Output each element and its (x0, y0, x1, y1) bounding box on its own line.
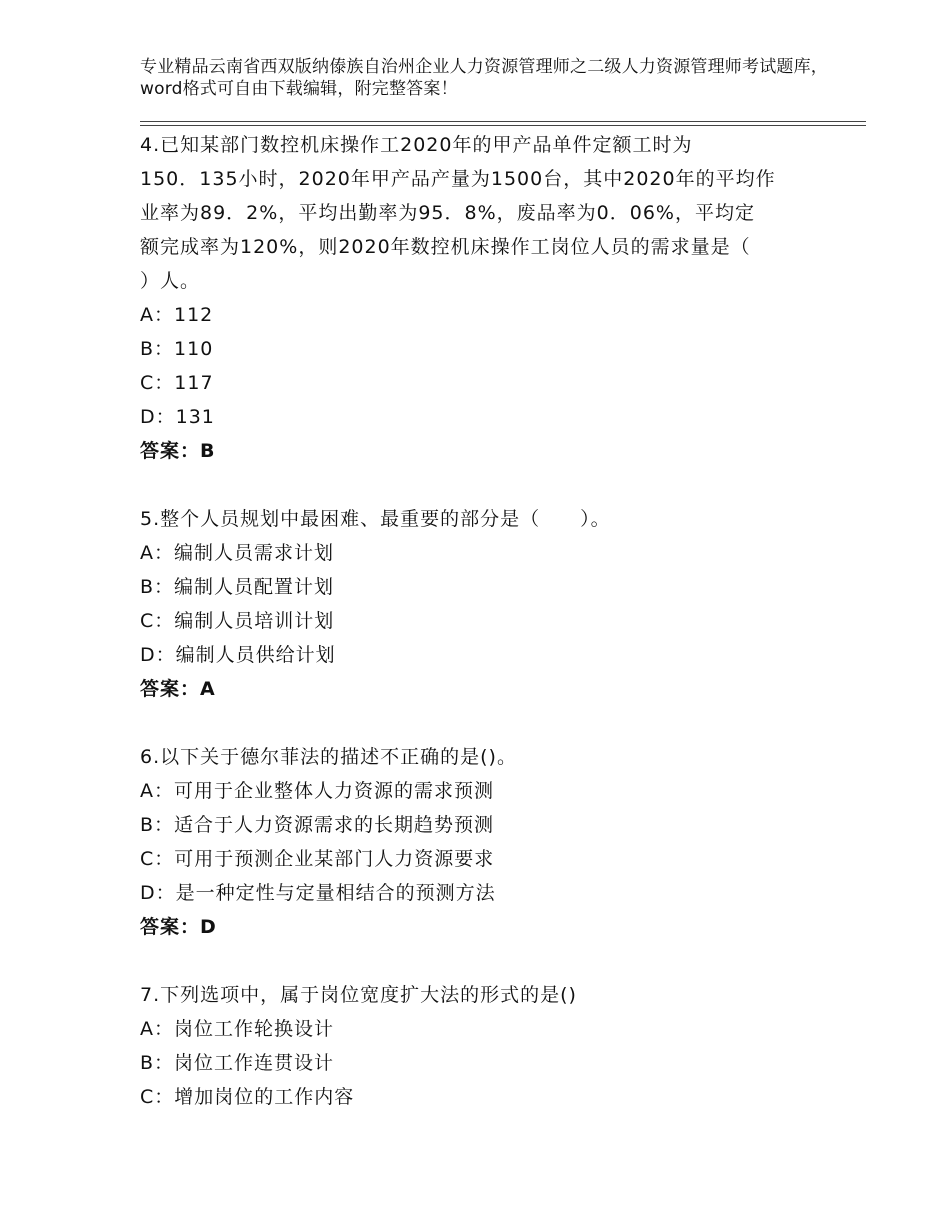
question-6 (140, 740, 820, 944)
option-a: A：岗位工作轮换设计 (140, 1018, 334, 1040)
option-a: A：112 (140, 304, 214, 326)
answer-label: 答案：D (140, 916, 217, 938)
question-stem-line: 4.已知某部门数控机床操作工2020年的甲产品单件定额工时为 (140, 134, 693, 156)
question-stem-line: 150．135小时，2020年甲产品产量为1500台，其中2020年的平均作 (140, 168, 776, 190)
question-stem-line: 5.整个人员规划中最困难、最重要的部分是（ ）。 (140, 508, 611, 530)
question-spacer (140, 706, 820, 740)
option-d: D：131 (140, 406, 215, 428)
option-b: B：编制人员配置计划 (140, 576, 335, 598)
option-c: C：可用于预测企业某部门人力资源要求 (140, 848, 495, 870)
question-stem-line: 7.下列选项中，属于岗位宽度扩大法的形式的是() (140, 984, 577, 1006)
option-d: D：编制人员供给计划 (140, 644, 336, 666)
answer-label: 答案：A (140, 678, 216, 700)
question-stem-line: 6.以下关于德尔菲法的描述不正确的是()。 (140, 746, 517, 768)
question-5 (140, 502, 820, 706)
option-b: B：适合于人力资源需求的长期趋势预测 (140, 814, 495, 836)
question-stem-line: 额完成率为120%，则2020年数控机床操作工岗位人员的需求量是（ (140, 236, 751, 258)
question-stem-line: ）人。 (140, 270, 201, 292)
option-c: C：117 (140, 372, 214, 394)
option-b: B：110 (140, 338, 214, 360)
question-list (140, 128, 820, 1114)
question-4 (140, 128, 820, 468)
header-divider-top (140, 121, 866, 122)
question-7 (140, 978, 820, 1114)
option-a: A：编制人员需求计划 (140, 542, 334, 564)
header-divider-bottom (140, 125, 866, 126)
question-spacer (140, 944, 820, 978)
option-d: D：是一种定性与定量相结合的预测方法 (140, 882, 496, 904)
document-header: 专业精品云南省西双版纳傣族自治州企业人力资源管理师之二级人力资源管理师考试题库，word格式可自由下载编辑，附完整答案！ (140, 57, 828, 99)
option-b: B：岗位工作连贯设计 (140, 1052, 335, 1074)
option-c: C：编制人员培训计划 (140, 610, 335, 632)
question-spacer (140, 468, 820, 502)
answer-label: 答案：B (140, 440, 216, 462)
question-stem-line: 业率为89．2%，平均出勤率为95．8%，废品率为0．06%，平均定 (140, 202, 755, 224)
option-a: A：可用于企业整体人力资源的需求预测 (140, 780, 494, 802)
option-c: C：增加岗位的工作内容 (140, 1086, 355, 1108)
